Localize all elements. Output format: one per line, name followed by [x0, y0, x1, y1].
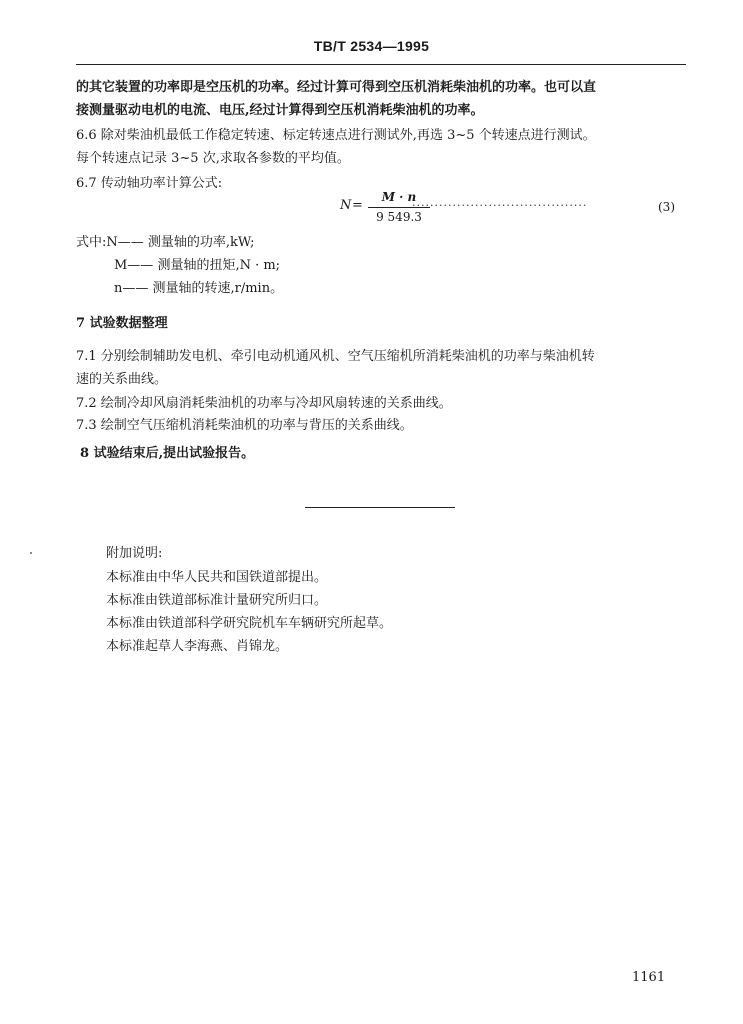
section-7-3: 7.3 绘制空气压缩机消耗柴油机的功率与背压的关系曲线。	[76, 418, 413, 433]
section-6-6-line-2: 每个转速点记录 3~5 次,求取各参数的平均值。	[76, 151, 350, 166]
section-7-2: 7.2 绘制冷却风扇消耗柴油机的功率与冷却风扇转速的关系曲线。	[76, 396, 452, 411]
formula-equals: =	[352, 198, 363, 213]
document-header: TB/T 2534—1995	[313, 38, 430, 54]
formula-leader-dots: ·······································	[412, 199, 588, 212]
intro-line-2: 接测量驱动电机的电流、电压,经过计算得到空压机消耗柴油机的功率。	[76, 103, 484, 118]
notes-line-1: 本标准由中华人民共和国铁道部提出。	[106, 570, 328, 585]
intro-line-1: 的其它装置的功率即是空压机的功率。经过计算可得到空压机消耗柴油机的功率。也可以直	[76, 80, 597, 95]
where-M: M—— 测量轴的扭矩,N · m;	[114, 258, 281, 273]
where-N: 式中:N—— 测量轴的功率,kW;	[76, 235, 255, 250]
where-n: n—— 测量轴的转速,r/min。	[114, 281, 284, 296]
formula-denominator: 9 549.3	[376, 210, 422, 224]
header-rule	[76, 64, 686, 65]
section-8: 8 试验结束后,提出试验报告。	[80, 446, 255, 461]
formula-3	[340, 190, 690, 230]
section-7-1-line-1: 7.1 分别绘制辅助发电机、牵引电动机通风机、空气压缩机所消耗柴油机的功率与柴油机转	[76, 349, 595, 364]
section-7-1-line-2: 速的关系曲线。	[76, 372, 168, 387]
section-7-title: 7 试验数据整理	[76, 316, 168, 331]
notes-line-2: 本标准由铁道部标准计量研究所归口。	[106, 593, 328, 608]
notes-line-3: 本标准由铁道部科学研究院机车车辆研究所起草。	[106, 616, 393, 631]
notes-title: 附加说明:	[106, 546, 163, 561]
separator-rule	[305, 507, 455, 508]
scan-speck	[30, 552, 32, 554]
page-number: 1161	[632, 970, 666, 985]
formula-numerator: M · n	[381, 190, 417, 204]
section-6-6-line-1: 6.6 除对柴油机最低工作稳定转速、标定转速点进行测试外,再选 3~5 个转速点进行测试。	[76, 128, 596, 143]
section-6-7: 6.7 传动轴功率计算公式:	[76, 176, 223, 191]
notes-line-4: 本标准起草人李海燕、肖锦龙。	[106, 639, 289, 654]
formula-lhs: N	[340, 198, 352, 213]
formula-number: (3)	[658, 200, 675, 214]
